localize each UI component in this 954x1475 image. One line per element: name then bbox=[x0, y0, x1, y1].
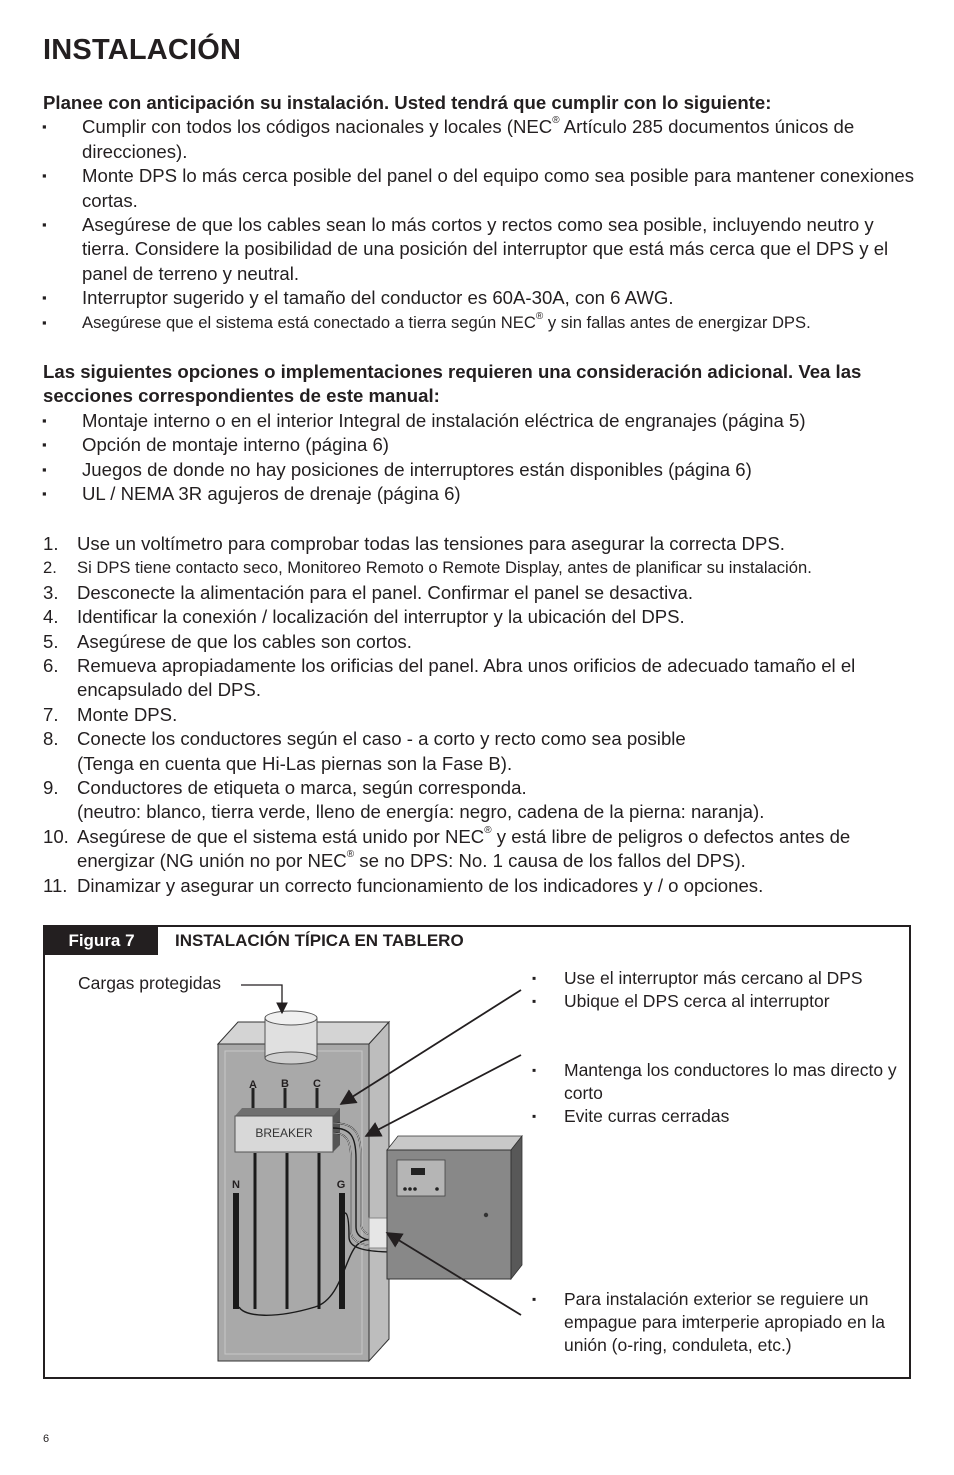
step-number: 5. bbox=[43, 630, 59, 652]
step-number: 2. bbox=[43, 558, 57, 578]
step-number: 1. bbox=[43, 533, 59, 554]
protected-load-cylinder bbox=[265, 1011, 317, 1064]
options-list bbox=[43, 409, 915, 507]
breaker-label: BREAKER bbox=[255, 1126, 313, 1140]
step-number: 4. bbox=[43, 606, 59, 628]
dps-door-latch bbox=[484, 1213, 488, 1217]
page-title: INSTALACIÓN bbox=[43, 34, 242, 66]
figure-label: Figura 7 bbox=[45, 927, 158, 955]
callout-protected-load bbox=[241, 985, 282, 1013]
step-number: 3. bbox=[43, 581, 59, 603]
step-note: (neutro: blanco, tierra verde, lleno de energía: negro, cadena de la pierna: naranja). bbox=[77, 801, 765, 823]
neutral-label: N bbox=[232, 1179, 240, 1191]
options-lead: Las siguientes opciones o implementaciones requieren una consideración adicional. Vea las secciones correspondientes de este manual: bbox=[43, 361, 862, 407]
options-item: ▪ UL / NEMA 3R agujeros de drenaje (página 6) bbox=[43, 482, 915, 506]
dps-unit bbox=[387, 1136, 522, 1279]
step-text: Remueva apropiadamente los orificias del panel. Abra unos orificios de adecuado tamaño el el encapsulado del DPS. bbox=[77, 655, 856, 701]
planning-item: ▪ Asegúrese de que los cables sean lo más cortos y rectos como sea posible, incluyendo neutro y tierra. Considere la posibilidad de una posición del interruptor que está más cerca que el DPS y el panel de terreno y neutral. bbox=[43, 213, 915, 286]
step-number: 9. bbox=[43, 777, 59, 799]
ground-label: G bbox=[336, 1179, 346, 1191]
step-item bbox=[43, 654, 915, 703]
step-number: 7. bbox=[43, 703, 59, 725]
protected-loads-label: Cargas protegidas bbox=[78, 973, 221, 993]
step-item bbox=[43, 727, 915, 776]
note-item: ▪ Evite curras cerradas bbox=[532, 1105, 902, 1128]
step-item bbox=[43, 874, 915, 898]
planning-lead: Planee con anticipación su instalación. Usted tendrá que cumplir con lo siguiente: bbox=[43, 92, 772, 113]
steps-list bbox=[43, 532, 915, 898]
step-text: Monte DPS. bbox=[77, 703, 178, 725]
step-item bbox=[43, 556, 915, 580]
step-number: 11. bbox=[43, 874, 68, 896]
step-text: Si DPS tiene contacto seco, Monitoreo Remoto o Remote Display, antes de planificar su instalación. bbox=[77, 558, 812, 578]
step-note: (Tenga en cuenta que Hi-Las piernas son la Fase B). bbox=[77, 752, 513, 774]
step-text: Asegúrese de que el sistema está unido por NEC® y está libre de peligros o defectos antes de energizar (NG unión no por NEC® se no DPS: No. 1 causa de los fallos del DPS). bbox=[77, 824, 851, 872]
planning-section bbox=[43, 91, 915, 335]
options-item: ▪ Juegos de donde no hay posiciones de interruptores están disponibles (página 6) bbox=[43, 458, 915, 482]
step-text: Conductores de etiqueta o marca, según corresponda. bbox=[77, 777, 527, 799]
steps-section bbox=[43, 532, 915, 898]
note-item: ▪ Mantenga los conductores lo mas directo y corto bbox=[532, 1059, 902, 1105]
step-item bbox=[43, 581, 915, 605]
note-item: ▪ Para instalación exterior se reguiere un empague para imterperie apropiado en la unión (o-ring, conduleta, etc.) bbox=[532, 1288, 902, 1357]
note-outdoor bbox=[532, 1288, 902, 1357]
planning-item: ▪ Monte DPS lo más cerca posible del panel o del equipo como sea posible para mantener conexiones cortas. bbox=[43, 164, 915, 213]
phase-a-label: A bbox=[249, 1079, 257, 1091]
note-item: ▪ Ubique el DPS cerca al interruptor bbox=[532, 990, 902, 1013]
step-text: Asegúrese de que los cables son cortos. bbox=[77, 630, 412, 652]
step-item bbox=[43, 703, 915, 727]
dps-screen bbox=[411, 1168, 425, 1175]
options-item: ▪ Opción de montaje interno (página 6) bbox=[43, 433, 915, 457]
note-breaker bbox=[532, 967, 902, 1013]
figure-7 bbox=[43, 925, 911, 1379]
step-text: Desconecte la alimentación para el panel. Confirmar el panel se desactiva. bbox=[77, 581, 693, 603]
step-number: 8. bbox=[43, 728, 59, 750]
step-text: Conecte los conductores según el caso - a corto y recto como sea posible bbox=[77, 728, 686, 750]
planning-item: ▪ Interruptor sugerido y el tamaño del conductor es 60A-30A, con 6 AWG. bbox=[43, 286, 915, 310]
step-number: 10. bbox=[43, 825, 69, 847]
planning-item: ▪ Asegúrese que el sistema está conectado a tierra según NEC® y sin fallas antes de energizar DPS. bbox=[43, 311, 915, 335]
step-number: 6. bbox=[43, 655, 59, 677]
conduit-nipple bbox=[369, 1218, 387, 1248]
step-item bbox=[43, 532, 915, 556]
note-item: ▪ Use el interruptor más cercano al DPS bbox=[532, 967, 902, 990]
phase-b-label: B bbox=[281, 1078, 289, 1090]
step-item bbox=[43, 630, 915, 654]
step-text: Use un voltímetro para comprobar todas las tensiones para asegurar la correcta DPS. bbox=[77, 533, 785, 554]
step-text: Dinamizar y asegurar un correcto funcionamiento de los indicadores y / o opciones. bbox=[77, 874, 764, 896]
note-conductors bbox=[532, 1059, 902, 1128]
phase-c-label: C bbox=[313, 1078, 321, 1090]
planning-list bbox=[43, 115, 915, 335]
step-text: Identificar la conexión / localización del interruptor y la ubicación del DPS. bbox=[77, 606, 685, 628]
options-section bbox=[43, 360, 915, 506]
planning-item: ▪ Cumplir con todos los códigos nacionales y locales (NEC® Artículo 285 documentos únicos de direcciones). bbox=[43, 115, 915, 164]
step-item bbox=[43, 605, 915, 629]
page-number: 6 bbox=[43, 1433, 50, 1445]
step-item bbox=[43, 825, 915, 874]
step-item bbox=[43, 776, 915, 825]
options-item: ▪ Montaje interno o en el interior Integral de instalación eléctrica de engranajes (página 5) bbox=[43, 409, 915, 433]
figure-title: INSTALACIÓN TÍPICA EN TABLERO bbox=[175, 931, 464, 950]
